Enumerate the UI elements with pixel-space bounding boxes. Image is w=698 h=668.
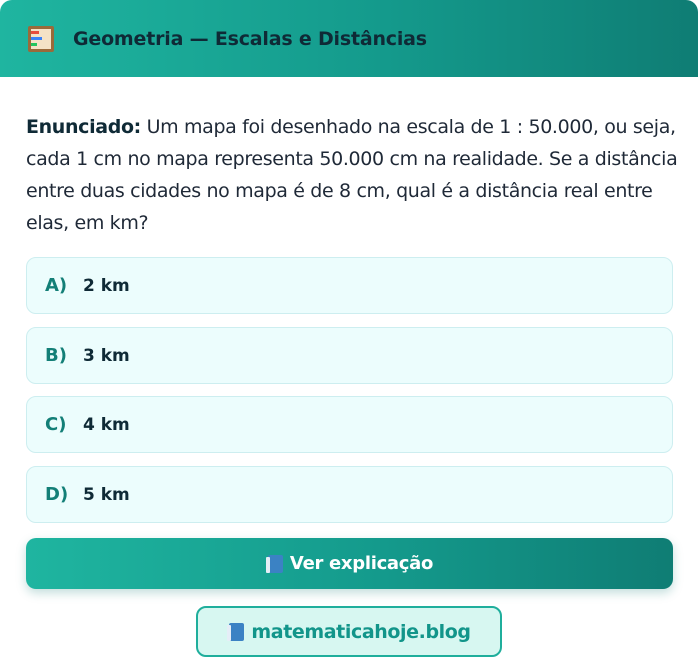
book-icon xyxy=(227,622,245,642)
book-icon xyxy=(266,554,284,574)
option-a[interactable] xyxy=(26,257,673,314)
option-text: 5 km xyxy=(83,484,130,505)
blog-link[interactable] xyxy=(196,606,502,657)
blog-link-label: matematicahoje.blog xyxy=(251,620,471,643)
question-text xyxy=(26,111,678,239)
option-text: 3 km xyxy=(83,345,130,366)
quiz-header xyxy=(0,0,698,77)
option-letter: C) xyxy=(45,414,67,435)
show-explanation-label: Ver explicação xyxy=(289,553,434,574)
quiz-title: Geometria — Escalas e Distâncias xyxy=(73,27,427,50)
show-explanation-button[interactable] xyxy=(26,538,673,589)
option-text: 4 km xyxy=(83,414,130,435)
question-body: Um mapa foi desenhado na escala de 1 : 50.000, ou seja, cada 1 cm no mapa representa 50.000 cm na realidade. Se a distância entre duas cidades no mapa é de 8 cm, qual é a distância real entre elas, em km? xyxy=(26,116,678,234)
question-label: Enunciado: xyxy=(26,116,141,138)
option-letter: A) xyxy=(45,275,68,296)
option-letter: B) xyxy=(45,345,67,366)
abacus-icon xyxy=(28,26,54,52)
option-b[interactable] xyxy=(26,327,673,384)
option-d[interactable] xyxy=(26,466,673,523)
option-letter: D) xyxy=(45,484,69,505)
option-c[interactable] xyxy=(26,396,673,453)
option-text: 2 km xyxy=(83,275,130,296)
